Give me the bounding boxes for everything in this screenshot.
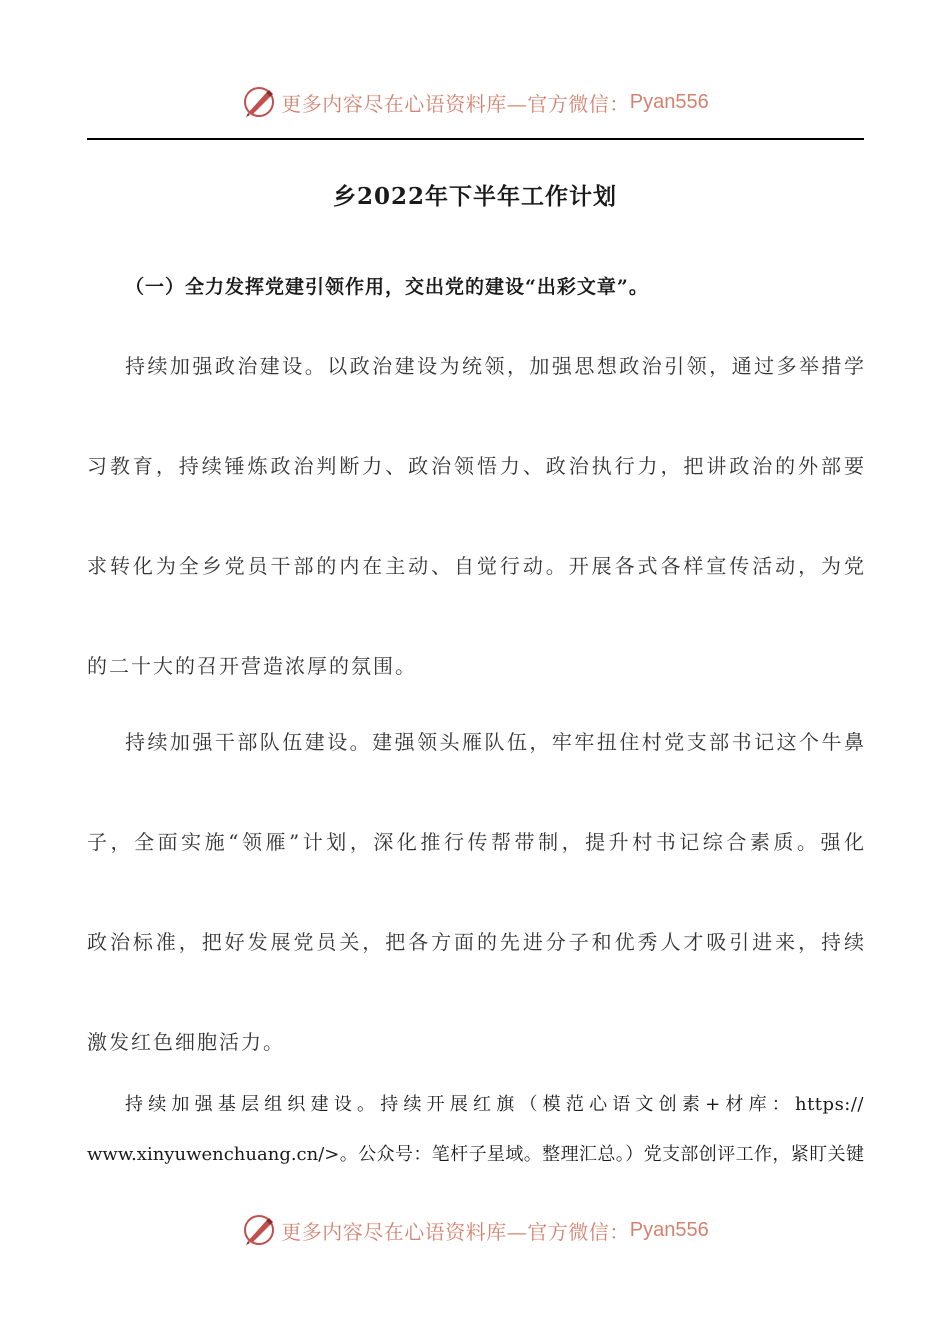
paragraph-line: 激发红色细胞活力。	[87, 1030, 285, 1054]
paragraph-line: 的二十大的召开营造浓厚的氛围。	[87, 654, 417, 678]
section-heading: （一）全力发挥党建引领作用，交出党的建设“出彩文章”。	[125, 276, 649, 298]
paragraph-line: 子，全面实施“领雁”计划，深化推行传帮带制，提升村书记综合素质。强化	[87, 830, 864, 854]
watermark-text: 更多内容尽在心语资料库—官方微信：	[281, 91, 630, 116]
paragraph-line: 习教育，持续锤炼政治判断力、政治领悟力、政治执行力，把讲政治的外部要	[87, 454, 864, 478]
pen-logo-icon	[241, 1212, 277, 1248]
paragraph-line: www.xinyuwenchuang.cn/>。公众号：笔杆子星域。整理汇总。）党支部创评工作，紧盯关键	[87, 1144, 864, 1165]
footer-watermark	[0, 1210, 950, 1250]
paragraph-line: 政治标准，把好发展党员关，把各方面的先进分子和优秀人才吸引进来，持续	[87, 930, 864, 954]
header-watermark	[0, 82, 950, 122]
pen-logo-icon	[241, 84, 277, 120]
paragraph-line: 求转化为全乡党员干部的内在主动、自觉行动。开展各式各样宣传活动，为党	[87, 554, 864, 578]
watermark-wechat-id: Pyan556	[629, 1218, 709, 1241]
document-title: 乡2022年下半年工作计划	[332, 183, 617, 210]
watermark-wechat-id: Pyan556	[629, 90, 709, 113]
header-divider	[87, 138, 864, 140]
paragraph-line: 持续加强政治建设。以政治建设为统领，加强思想政治引领，通过多举措学	[125, 354, 864, 378]
paragraph-line: 持续加强干部队伍建设。建强领头雁队伍，牢牢扭住村党支部书记这个牛鼻	[125, 730, 864, 754]
paragraph-line: 持续加强基层组织建设。持续开展红旗（模范心语文创素+材库：https://	[125, 1094, 864, 1115]
watermark-text: 更多内容尽在心语资料库—官方微信：	[281, 1219, 630, 1244]
